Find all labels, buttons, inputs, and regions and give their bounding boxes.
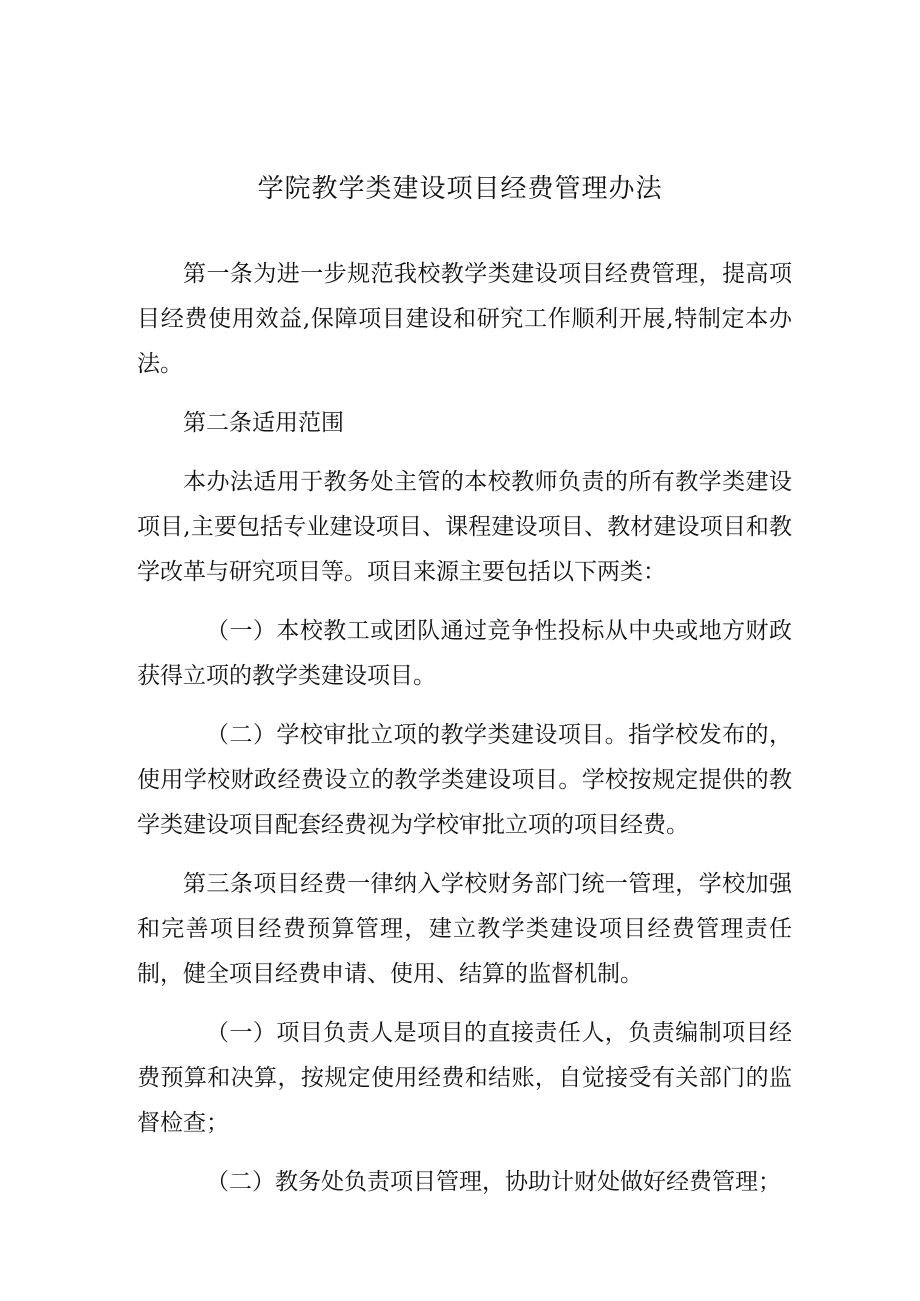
article-1-paragraph: 第一条为进一步规范我校教学类建设项目经费管理，提高项目经费使用效益,保障项目建设和研究工作顺利开展,特制定本办法。 <box>137 261 792 377</box>
article-2-scope-paragraph: 本办法适用于教务处主管的本校教师负责的所有教学类建设项目,主要包括专业建设项目、课程建设项目、教材建设项目和教学改革与研究项目等。项目来源主要包括以下两类： <box>137 469 792 585</box>
article-2-heading: 第二条适用范围 <box>183 410 344 436</box>
article-2-item-1: （一）本校教工或团队通过竞争性投标从中央或地方财政获得立项的教学类建设项目。 <box>137 618 792 689</box>
document-title: 学院教学类建设项目经费管理办法 <box>257 174 663 204</box>
article-3-item-1: （一）项目负责人是项目的直接责任人，负责编制项目经费预算和决算，按规定使用经费和结账，自觉接受有关部门的监督检查； <box>137 1020 792 1136</box>
article-3-paragraph: 第三条项目经费一律纳入学校财务部门统一管理，学校加强和完善项目经费预算管理，建立教学类建设项目经费管理责任制，健全项目经费申请、使用、结算的监督机制。 <box>137 871 792 987</box>
article-3-item-2: （二）教务处负责项目管理，协助计财处做好经费管理； <box>206 1169 781 1195</box>
document-body <box>137 252 792 1219</box>
article-2-item-2: （二）学校审批立项的教学类建设项目。指学校发布的，使用学校财政经费设立的教学类建设项目。学校按规定提供的教学类建设项目配套经费视为学校审批立项的项目经费。 <box>137 722 792 838</box>
